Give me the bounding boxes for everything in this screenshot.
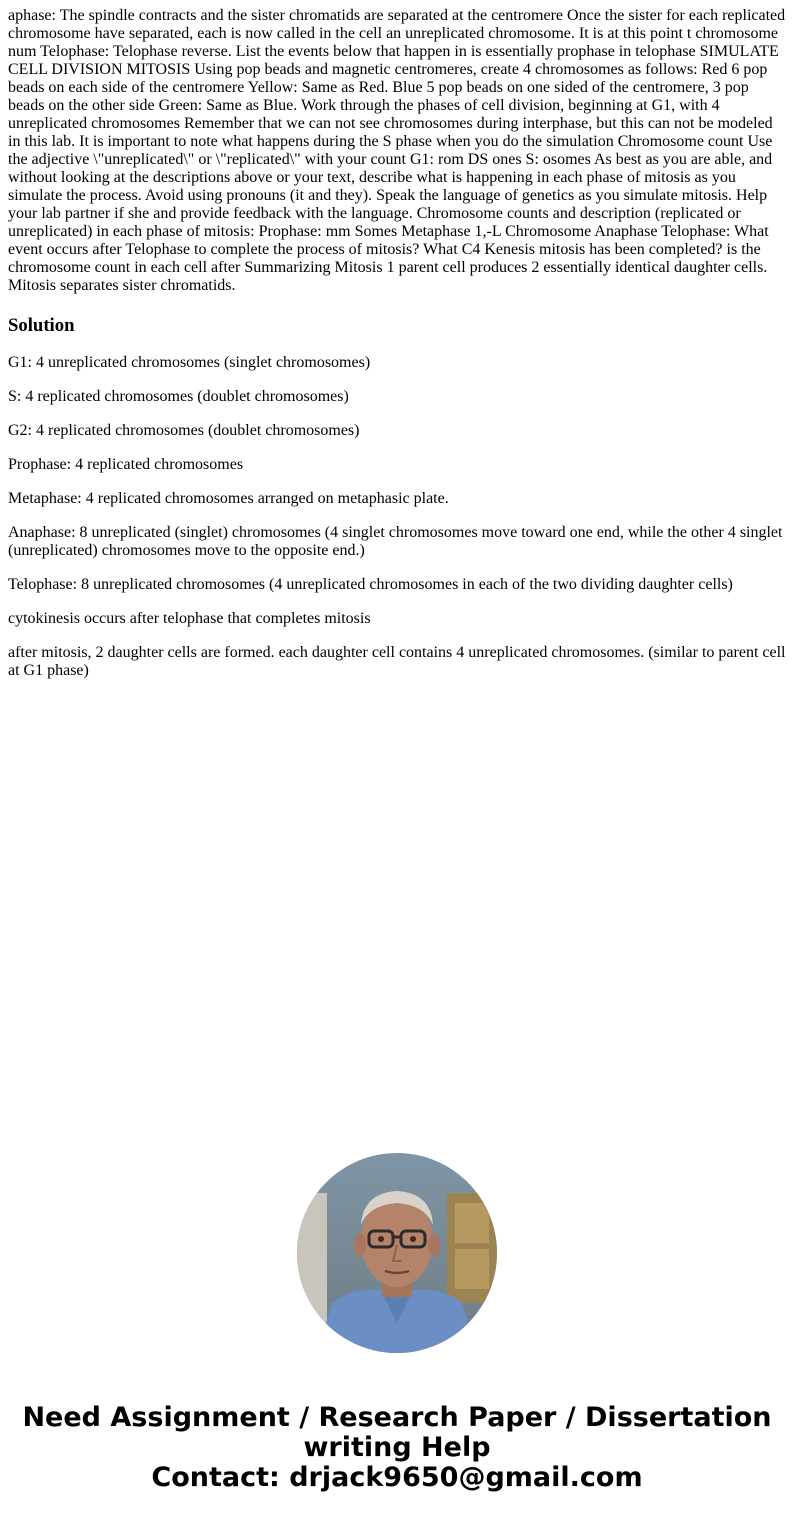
answer-metaphase: Metaphase: 4 replicated chromosomes arranged on metaphasic plate. [8, 490, 449, 507]
answer-daughter-cells: after mitosis, 2 daughter cells are formed. each daughter cell contains 4 unreplicated chromosomes. (similar to parent cell at G1 phase) [8, 644, 786, 679]
promo-banner [0, 1403, 794, 1493]
answer-anaphase: Anaphase: 8 unreplicated (singlet) chromosomes (4 singlet chromosomes move toward one end, while the other 4 singlet (unreplicated) chromosomes move to the opposite end.) [8, 524, 783, 559]
promo-contact: Contact: drjack9650@gmail.com [151, 1462, 643, 1493]
promo-line-2: writing Help [303, 1432, 491, 1463]
answer-s: S: 4 replicated chromosomes (doublet chromosomes) [8, 388, 349, 405]
solution-heading: Solution [8, 315, 75, 336]
answer-cytokinesis: cytokinesis occurs after telophase that completes mitosis [8, 610, 371, 627]
question-text: aphase: The spindle contracts and the sister chromatids are separated at the centromere Once the sister for each replicated chromosome have separated, each is now called in the cell an unreplicated chromosome. It is at this point t chromosome num Telophase: Telophase reverse. List the events below that happen in is essentially prophase in telophase SIMULATE CELL DIVISION MITOSIS Using pop beads and magnetic centromeres, create 4 chromosomes as follows: Red 6 pop beads on each side of the centromere Yellow: Same as Red. Blue 5 pop beads on one sided of the centromere, 3 pop beads on the other side Green: Same as Blue. Work through the phases of cell division, beginning at G1, with 4 unreplicated chromosomes Remember that we can not see chromosomes during interphase, but this can not be modeled in this lab. It is important to note what happens during the S phase when you do the simulation Chromosome count Use the adjective \"unreplicated\" or \"replicated\" with your count G1: rom DS ones S: osomes As best as you are able, and without looking at the descriptions above or your text, describe what is happening in each phase of mitosis as you simulate the process. Avoid using pronouns (it and they). Speak the language of genetics as you simulate mitosis. Help your lab partner if she and provide feedback with the language. Chromosome counts and description (replicated or unreplicated) in each phase of mitosis: Prophase: mm Somes Metaphase 1,-L Chromosome Anaphase Telophase: What event occurs after Telophase to complete the process of mitosis? What C4 Kenesis mitosis has been completed? is the chromosome count in each cell after Summarizing Mitosis 1 parent cell produces 2 essentially identical daughter cells. Mitosis separates sister chromatids. [8, 7, 786, 294]
promo-line-1: Need Assignment / Research Paper / Dissertation [22, 1402, 772, 1433]
person-photo-icon [297, 1153, 497, 1353]
solution-answers [8, 354, 789, 696]
author-avatar [297, 1153, 497, 1353]
answer-g1: G1: 4 unreplicated chromosomes (singlet chromosomes) [8, 354, 371, 371]
answer-g2: G2: 4 replicated chromosomes (doublet chromosomes) [8, 422, 360, 439]
answer-prophase: Prophase: 4 replicated chromosomes [8, 456, 244, 473]
answer-telophase: Telophase: 8 unreplicated chromosomes (4 unreplicated chromosomes in each of the two dividing daughter cells) [8, 576, 733, 593]
